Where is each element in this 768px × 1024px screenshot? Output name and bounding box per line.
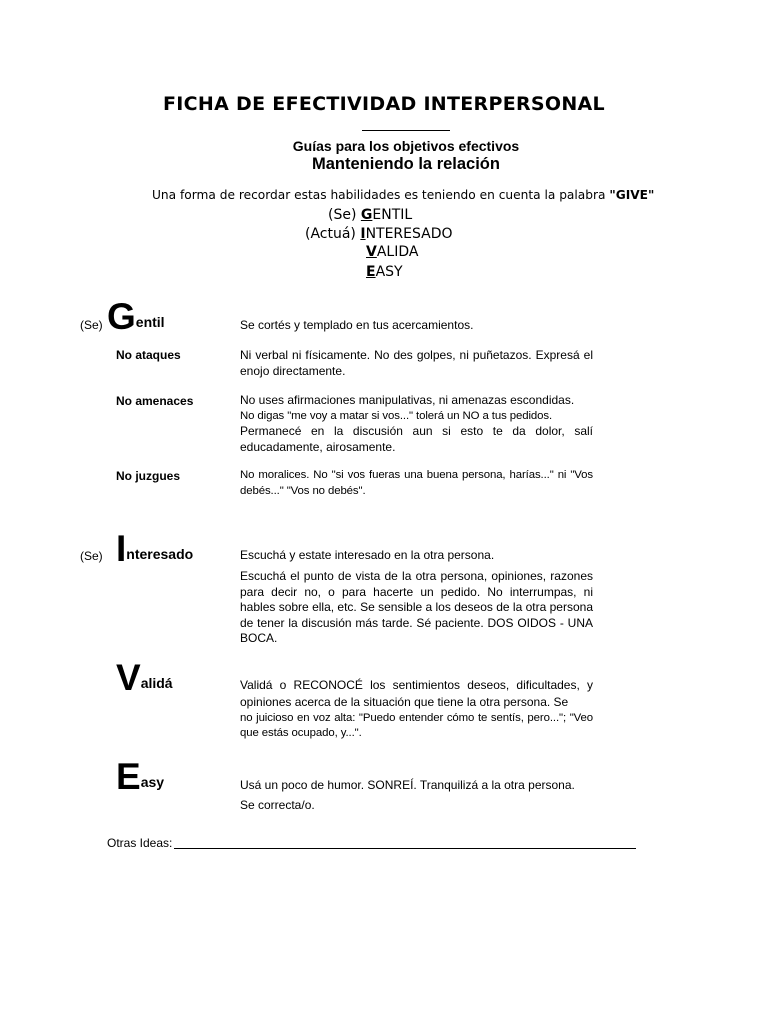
otras-ideas-field[interactable] <box>174 848 636 849</box>
heading-easy: Easy <box>116 756 165 797</box>
heading-interesado: Interesado <box>116 528 194 569</box>
page-title: FICHA DE EFECTIVIDAD INTERPERSONAL <box>163 93 605 115</box>
label-no-ataques: No ataques <box>116 348 181 362</box>
text-no-ataques: Ni verbal ni físicamente. No des golpes, ni puñetazos. Expresá el enojo directamente. <box>240 348 593 378</box>
heading-valida: Validá <box>116 657 173 698</box>
intro-text: Una forma de recordar estas habilidades es teniendo en cuenta la palabra <box>152 188 610 202</box>
otras-ideas: Otras Ideas: <box>107 836 636 850</box>
text-no-amenaces: No uses afirmaciones manipulativas, ni amenazas escondidas. No digas "me voy a matar si vos..." tolerá un NO a tus pedidos. Permanecé en la discusión aun si esto te da dolor, salí educadamente, airosamente. <box>240 393 593 454</box>
acronym-e: EASY <box>366 264 403 280</box>
valida-text: Validá o RECONOCÉ los sentimientos deseos, dificultades, y opiniones acerca de la situación que tiene la otra persona. Se no juicioso en voz alta: "Puedo entender cómo te sentís, pero..."; "Veo que estás ocupado, y...". <box>240 678 593 739</box>
interesado-text: Escuchá el punto de vista de la otra persona, opiniones, razones para decir no, o para hacerte un pedido. No interrumpas, ni hables sobre ella, etc. Se sensible a los deseos de la otra persona de tener la discusión más tarde. Sé paciente. DOS OIDOS - UNA BOCA. <box>240 569 593 645</box>
se-label-interesado: (Se) <box>80 549 103 563</box>
intro-keyword: "GIVE" <box>609 188 655 202</box>
heading-gentil: Gentil <box>107 296 165 337</box>
intro-line <box>152 188 654 202</box>
label-no-juzgues: No juzgues <box>116 469 181 483</box>
subtitle-guides: Guías para los objetivos efectivos <box>292 138 520 154</box>
easy-text: Usá un poco de humor. SONREÍ. Tranquilizá a la otra persona. Se correcta/o. <box>240 778 575 812</box>
text-no-juzgues: No moralices. No "si vos fueras una buena persona, harías..." ni "Vos debés..." "Vos no debés". <box>240 469 593 497</box>
se-label-gentil: (Se) <box>80 318 103 332</box>
subtitle-relationship: Manteniendo la relación <box>312 155 500 173</box>
acronym-v: VALIDA <box>366 244 419 260</box>
acronym-g: (Se) GENTIL <box>328 207 413 223</box>
acronym-i: (Actuá) INTERESADO <box>305 226 453 242</box>
label-no-amenaces: No amenaces <box>116 394 194 408</box>
interesado-description: Escuchá y estate interesado en la otra persona. <box>240 548 495 562</box>
gentil-description: Se cortés y templado en tus acercamientos. <box>240 318 474 332</box>
title-underline <box>362 130 450 131</box>
